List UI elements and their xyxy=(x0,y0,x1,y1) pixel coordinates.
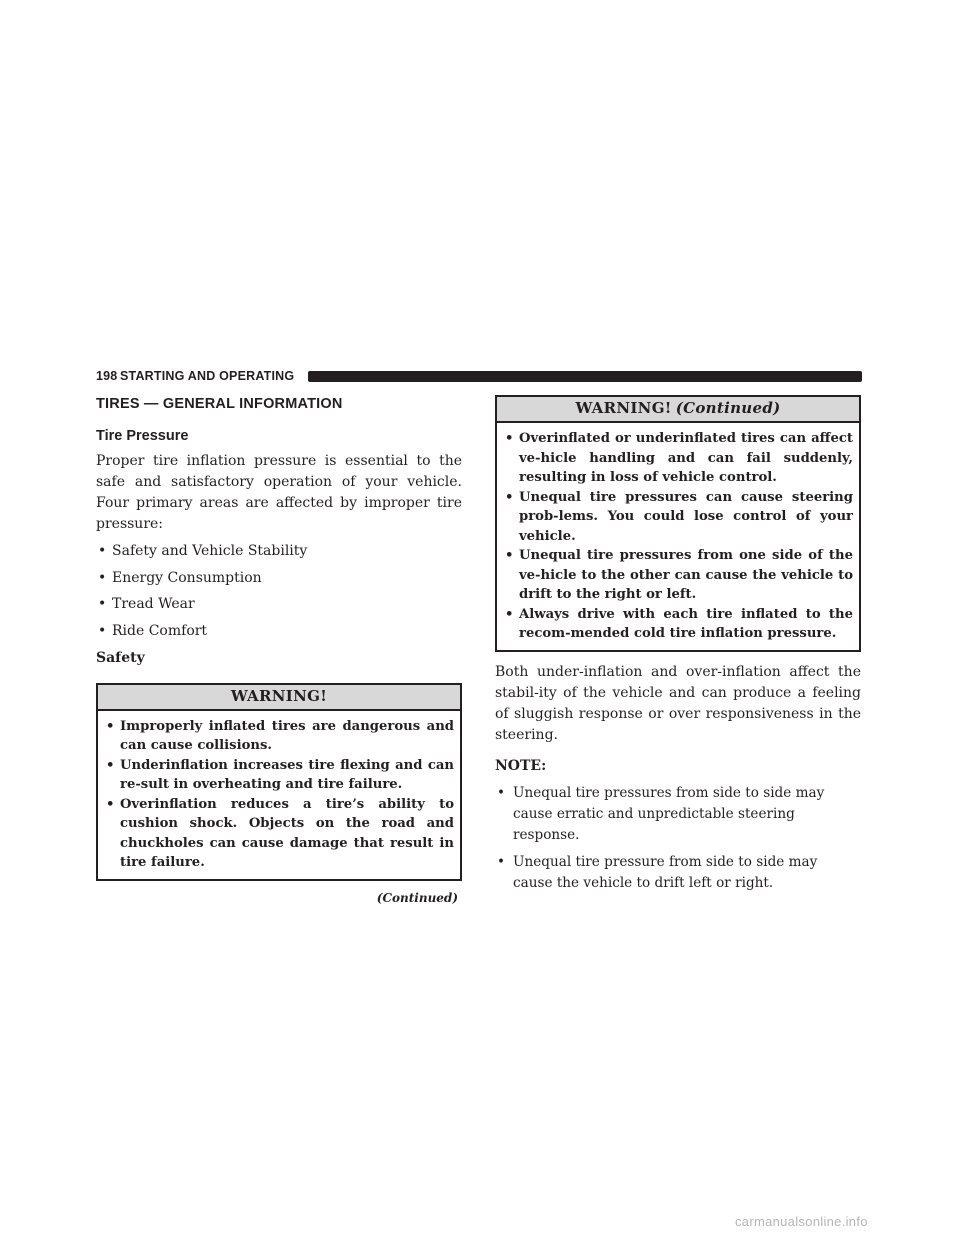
section-title: STARTING AND OPERATING xyxy=(120,369,295,383)
list-item: • Safety and Vehicle Stability xyxy=(96,541,462,562)
note-label: NOTE: xyxy=(495,757,547,774)
warning-item: • Improperly inflated tires are dangerous and can cause collisions. xyxy=(106,718,454,753)
page-title: TIRES — GENERAL INFORMATION xyxy=(96,396,343,412)
list-item: • Tread Wear xyxy=(96,594,462,615)
watermark-link[interactable]: carmanualsonline.info xyxy=(735,1214,868,1229)
continued-note: (Continued) xyxy=(376,890,458,905)
intro-paragraph: Proper tire inflation pressure is essential to the safe and satisfactory operation of your vehicle. Four primary areas are affected by improper tire pressure: xyxy=(96,453,462,532)
warning-item: • Overinflated or underinflated tires can affect ve-hicle handling and can fail suddenly, resulting in loss of vehicle control. xyxy=(505,431,853,485)
page-number: 198 xyxy=(96,369,118,383)
bullet-icon: • xyxy=(505,431,514,446)
note-item: • Unequal tire pressure from side to side may cause the vehicle to drift left or right. xyxy=(497,853,818,891)
stability-paragraph: Both under-inflation and over-inflation affect the stabil-ity of the vehicle and can produce a feeling of sluggish response or over responsiveness in the steering. xyxy=(495,663,861,743)
warning-box xyxy=(96,683,462,881)
list-item: • Energy Consumption xyxy=(96,568,462,589)
left-column xyxy=(96,392,462,905)
bullet-icon: • xyxy=(505,548,514,563)
note-item: • Unequal tire pressures from side to side may cause erratic and unpredictable steering response. xyxy=(497,784,825,843)
warning-item: • Underinflation increases tire flexing and can re-sult in overheating and tire failure. xyxy=(106,757,454,792)
right-column xyxy=(495,392,861,900)
header-rule xyxy=(308,371,862,382)
warning-list xyxy=(98,711,460,879)
warning-title: WARNING! xyxy=(230,686,328,705)
bullet-icon: • xyxy=(497,784,506,801)
bullet-icon: • xyxy=(497,853,506,870)
warning-title-suffix: (Continued) xyxy=(675,399,781,417)
warning-item: • Always drive with each tire inflated to the recom-mended cold tire inflation pressure. xyxy=(505,606,853,641)
warning-item: • Overinflation reduces a tire’s ability to cushion shock. Objects on the road and chuckholes can cause damage that result in tire failure. xyxy=(106,796,454,870)
bullet-icon: • xyxy=(98,543,107,559)
warning-title: WARNING! xyxy=(575,399,672,417)
warning-item: • Unequal tire pressures from one side of the ve-hicle to the other can cause the vehicle to drift to the right or left. xyxy=(505,548,853,602)
bullet-icon: • xyxy=(505,489,514,505)
bullet-icon: • xyxy=(98,596,107,612)
note-list xyxy=(495,783,861,894)
warning-header xyxy=(98,685,460,711)
bullet-icon: • xyxy=(106,718,115,734)
safety-label: Safety xyxy=(96,649,145,666)
warning-box-continued xyxy=(495,395,861,652)
page-header xyxy=(96,368,862,384)
list-item: • Ride Comfort xyxy=(96,621,462,642)
bullet-icon: • xyxy=(505,606,514,622)
bullet-icon: • xyxy=(106,796,115,812)
warning-header xyxy=(497,397,859,423)
subsection-title: Tire Pressure xyxy=(96,428,189,444)
bullet-icon: • xyxy=(98,569,107,586)
warning-item: • Unequal tire pressures can cause steering prob-lems. You could lose control of your vehicle. xyxy=(505,489,853,544)
bullet-icon: • xyxy=(106,757,115,773)
bullet-icon: • xyxy=(98,622,107,639)
affected-areas-list xyxy=(96,541,462,642)
warning-list xyxy=(497,423,859,650)
